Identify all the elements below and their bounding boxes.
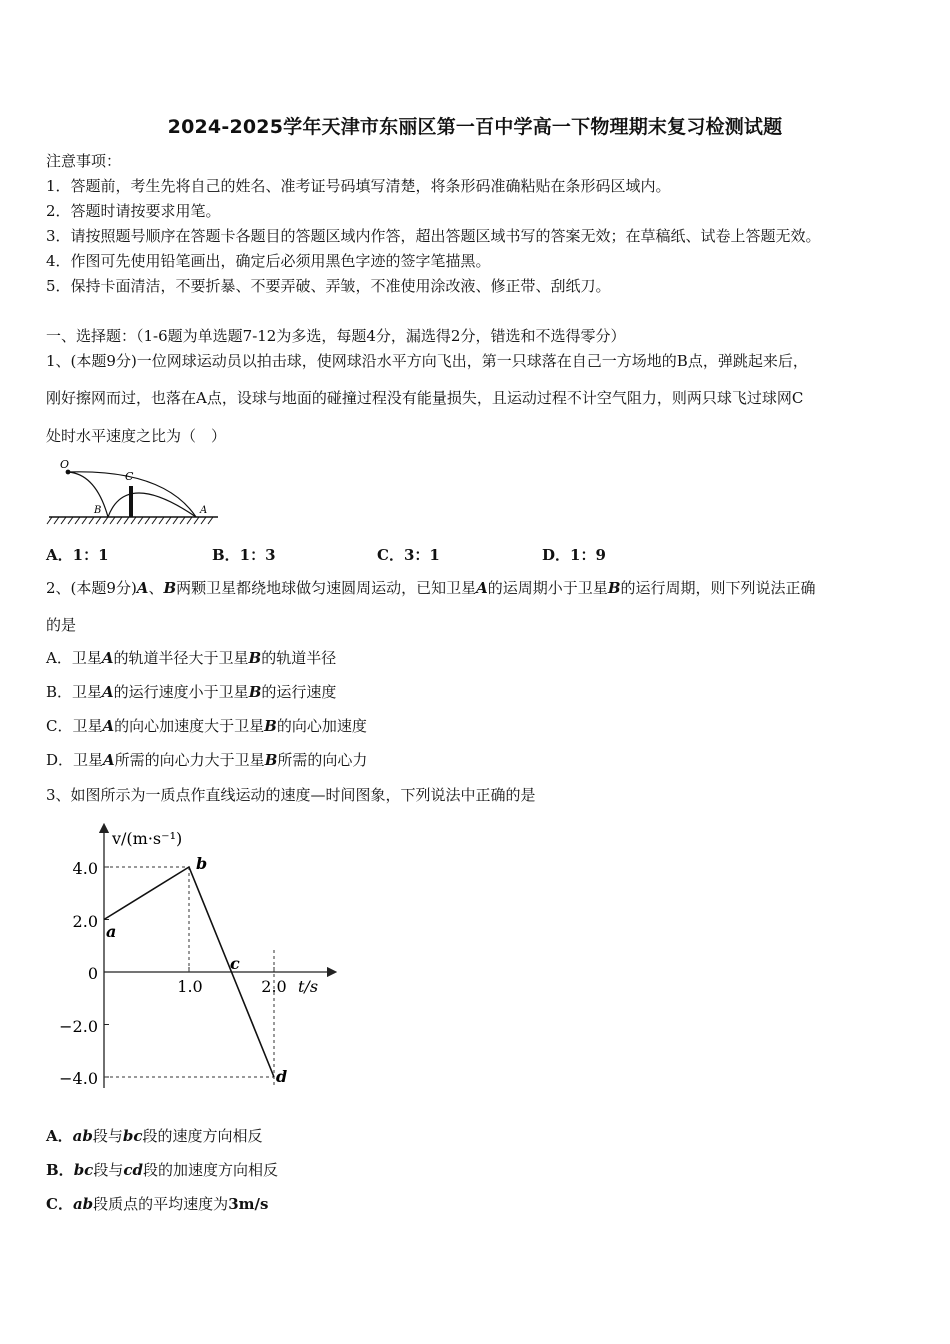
q2-text: 、 — [148, 579, 164, 597]
q2-option-text: 的轨道半径 — [261, 649, 337, 667]
q3-vt-chart — [40, 820, 340, 1095]
q1-option-c[interactable]: C．3：1 — [377, 546, 440, 564]
y-tick-label: 0 — [87, 964, 98, 983]
q2-option-text: C．卫星 — [46, 717, 103, 735]
q2-prefix: 2、(本题9分) — [46, 579, 137, 597]
q3-option-a[interactable] — [46, 1126, 263, 1146]
q2-var: B — [264, 751, 278, 769]
q2-option-text: D．卫星 — [46, 751, 104, 769]
point-label-a: a — [106, 922, 117, 941]
q1-label-c: C — [125, 470, 134, 483]
q2-option-text: 的向心加速度大于卫星 — [114, 717, 265, 735]
q1-stem-line: 处时水平速度之比为（ ） — [46, 427, 227, 445]
x-axis-label: t/s — [298, 977, 319, 996]
q3-var: cd — [123, 1161, 143, 1179]
y-axis-label: v/(m·s⁻¹) — [112, 829, 183, 848]
y-tick-label: −4.0 — [59, 1069, 98, 1088]
q2-var: B — [264, 717, 277, 735]
y-tick-label: −2.0 — [59, 1017, 98, 1036]
notice-item: 1．答题前，考生先将自己的姓名、准考证号码填写清楚，将条形码准确粘贴在条形码区域内。 — [46, 177, 671, 195]
notice-item: 4．作图可先使用铅笔画出，确定后必须用黑色字迹的签字笔描黑。 — [46, 252, 491, 270]
q2-option-text: 的运行速度 — [261, 683, 337, 701]
q1-stem-line: 刚好擦网而过，也落在A点，设球与地面的碰撞过程没有能量损失，且运动过程不计空气阻力，则两只球飞过球网C — [46, 389, 804, 407]
q2-var: B — [248, 683, 262, 701]
q2-var: A — [102, 683, 114, 701]
q2-var: B — [248, 649, 262, 667]
q2-var: B — [163, 579, 177, 597]
q3-var: bc — [122, 1127, 143, 1145]
q3-stem: 3、如图所示为一质点作直线运动的速度—时间图象，下列说法中正确的是 — [46, 786, 536, 804]
q2-option-text: 的向心加速度 — [276, 717, 367, 735]
x-tick-label: 2.0 — [261, 977, 287, 996]
q2-var: B — [607, 579, 621, 597]
point-label-d: d — [276, 1067, 288, 1086]
q3-option-text: B． — [46, 1161, 74, 1179]
q2-option-text: B．卫星 — [46, 683, 103, 701]
q2-text: 的运行周期，则下列说法正确 — [620, 579, 816, 597]
q1-option-a[interactable]: A．1：1 — [46, 546, 109, 564]
q2-var: A — [476, 579, 488, 597]
point-label-c: c — [230, 954, 240, 973]
q2-stem-line: 的是 — [46, 616, 77, 634]
point-label-b: b — [196, 854, 208, 873]
q3-option-text: C． — [46, 1195, 73, 1213]
q3-option-text: 3m/s — [228, 1195, 269, 1213]
q3-option-text: 段的速度方向相反 — [142, 1127, 263, 1145]
x-tick-label: 1.0 — [177, 977, 203, 996]
q2-var: A — [136, 579, 149, 597]
q2-text: 两颗卫星都绕地球做匀速圆周运动，已知卫星 — [176, 579, 477, 597]
q1-option-d[interactable]: D．1：9 — [542, 546, 606, 564]
q1-tennis-figure — [46, 455, 222, 527]
q3-var: ab — [72, 1127, 93, 1145]
q3-var: ab — [72, 1195, 94, 1213]
q2-stem-line — [46, 578, 816, 598]
q3-option-b[interactable] — [46, 1160, 278, 1180]
q1-option-b[interactable]: B．1：3 — [212, 546, 276, 564]
q3-option-text: 段的加速度方向相反 — [142, 1161, 278, 1179]
q2-var: A — [103, 751, 115, 769]
notice-item: 3．请按照题号顺序在答题卡各题目的答题区域内作答，超出答题区域书写的答案无效；在草稿纸、试卷上答题无效。 — [46, 227, 821, 245]
q1-stem-line: 1、(本题9分)一位网球运动员以拍击球，使网球沿水平方向飞出，第一只球落在自己一方场地的B点，弹跳起来后， — [46, 352, 808, 370]
notice-heading: 注意事项： — [46, 152, 122, 170]
q2-option-text: 所需的向心力大于卫星 — [114, 751, 265, 769]
q3-option-c[interactable] — [46, 1194, 268, 1214]
notice-item: 2．答题时请按要求用笔。 — [46, 202, 221, 220]
q2-option-text: A．卫星 — [46, 649, 102, 667]
notice-item: 5．保持卡面清洁，不要折暴、不要弄破、弄皱，不准使用涂改液、修正带、刮纸刀。 — [46, 277, 611, 295]
y-tick-label: 2.0 — [72, 912, 98, 931]
q3-var: bc — [73, 1161, 94, 1179]
q2-option-d[interactable] — [46, 750, 367, 770]
q2-text: 的运周期小于卫星 — [487, 579, 608, 597]
q1-label-a: A — [200, 505, 208, 516]
y-tick-label: 4.0 — [72, 859, 98, 878]
q1-label-b: B — [94, 505, 102, 516]
q3-option-text: 段质点的平均速度为 — [93, 1195, 229, 1213]
q2-option-b[interactable] — [46, 682, 336, 702]
q3-option-text: 段与 — [93, 1161, 124, 1179]
q3-option-text: A． — [46, 1127, 73, 1145]
q2-option-text: 的轨道半径大于卫星 — [113, 649, 249, 667]
q2-option-a[interactable] — [46, 648, 336, 668]
section-heading: 一、选择题：（1-6题为单选题7-12为多选，每题4分，漏选得2分，错选和不选得零分） — [46, 327, 626, 345]
q3-option-text: 段与 — [92, 1127, 123, 1145]
q2-option-text: 的运行速度小于卫星 — [113, 683, 249, 701]
page-title: 2024-2025学年天津市东丽区第一百中学高一下物理期末复习检测试题 — [167, 116, 783, 138]
q2-var: A — [102, 717, 115, 735]
q2-var: A — [101, 649, 114, 667]
q2-option-text: 所需的向心力 — [277, 751, 368, 769]
q1-label-o: O — [60, 458, 70, 471]
q2-option-c[interactable] — [46, 716, 367, 736]
q1-options — [46, 544, 896, 564]
